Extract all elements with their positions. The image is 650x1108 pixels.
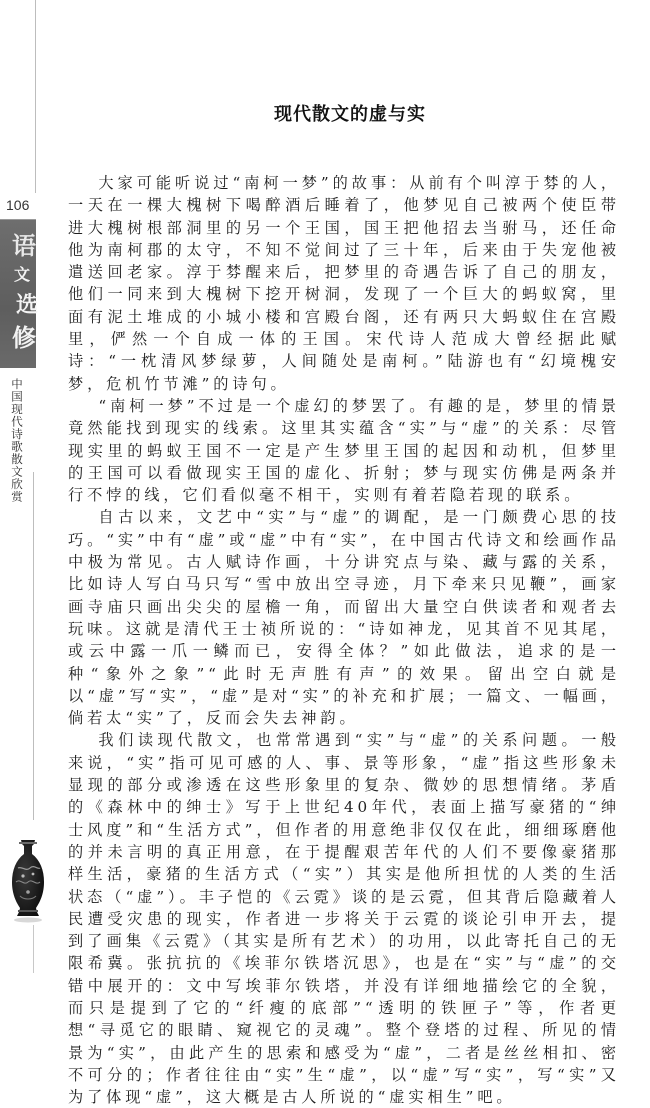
article-title: 现代散文的虚与实 xyxy=(274,104,426,125)
margin-rule-middle xyxy=(33,472,34,820)
series-title-char: 修 xyxy=(12,323,36,352)
page-number: 106 xyxy=(6,197,30,213)
paragraph: 大家可能听说过“南柯一梦”的故事：从前有个叫淳于棼的人，一天在一棵大槐树下喝醉酒后睡着了，他梦见自己被两个使臣带进大槐树根部洞里的另一个王国，国王把他招去当驸马，还任命他为南柯郡的太守，不知不觉间过了三十年，后来由于失宠他被遣送回老家。淳于棼醒来后，把梦里的奇遇告诉了自己的朋友，他们一同来到大槐树下挖开树洞，发现了一个巨大的蚂蚁窝，里面有泥土堆成的小城小楼和宫殿台阁，还有两只大蚂蚁住在宫殿里，俨然一个自成一体的王国。宋代诗人范成大曾经据此赋诗：“一枕清风梦绿萝，人间随处是南柯。”陆游也有“幻境槐安梦，危机竹节滩”的诗句。 xyxy=(68,174,620,393)
article-body xyxy=(68,172,620,1108)
series-title-char: 语 xyxy=(12,231,36,260)
margin-rule-top xyxy=(35,0,36,193)
series-title-char: 选 xyxy=(16,292,39,318)
series-subtitle: 中国现代诗歌散文欣赏 xyxy=(10,378,24,503)
series-title-char: 文 xyxy=(14,265,31,284)
paragraph: 我们读现代散文，也常常遇到“实”与“虚”的关系问题。一般来说，“实”指可见可感的人、事、景等形象，“虚”指这些形象未显现的部分或渗透在这些形象里的复杂、微妙的思想情绪。茅盾的《森林中的绅士》写于上世纪40年代，表面上描写豪猪的“绅士风度”和“生活方式”，但作者的用意绝非仅仅在此，细细琢磨他的并未言明的真正用意，在于提醒艰苦年代的人们不要像豪猪那样生活，豪猪的生活方式（“实”）其实是他所担忧的人类的生活状态（“虚”）。丰子恺的《云霓》谈的是云霓，但其背后隐藏着人民遭受灾患的现实，作者进一步将关于云霓的谈论引申开去，提到了画集《云霓》（其实是所有艺术）的功用，以此寄托自己的无限希冀。张抗抗的《埃菲尔铁塔沉思》，也是在“实”与“虚”的交错中展开的：文中写埃菲尔铁塔，并没有详细地描绘它的全貌，而只是提到了它的“纤瘦的底部”“透明的铁匣子”等，作者更想“寻觅它的眼睛、窥视它的灵魂”。整个登塔的过程、所见的情景为“实”，由此产生的思索和感受为“虚”，二者是丝丝相扣、密不可分的；作者往往由“实”生“虚”，以“虚”写“实”，写“实”又为了体现“虚”，这大概是古人所说的“虚实相生”吧。 xyxy=(68,731,620,1107)
margin-rule-bottom xyxy=(33,925,34,973)
vase-illustration-icon xyxy=(10,838,46,924)
paragraph: 自古以来，文艺中“实”与“虚”的调配，是一门颇费心思的技巧。“实”中有“虚”或“虚”中有“实”，在中国古代诗文和绘画作品中极为常见。古人赋诗作画，十分讲究点与染、藏与露的关系，比如诗人写白马只写“雪中放出空寻迹，月下牵来只见鞭”，画家画寺庙只画出尖尖的屋檐一角，而留出大量空白供读者和观者去玩味。这就是清代王士祯所说的：“诗如神龙，见其首不见其尾，或云中露一爪一鳞而已，安得全体？”如此做法，追求的是一种“象外之象”“此时无声胜有声”的效果。留出空白就是以“虚”写“实”，“虚”是对“实”的补充和扩展；一篇文、一幅画，倘若太“实”了，反而会失去神韵。 xyxy=(68,508,620,728)
paragraph: “南柯一梦”不过是一个虚幻的梦罢了。有趣的是，梦里的情景竟然能找到现实的线索。这里其实蕴含“实”与“虚”的关系：尽管现实里的蚂蚁王国不一定是产生梦里王国的起因和动机，但梦里的王国可以看做现实王国的虚化、折射；梦与现实仿佛是两条并行不悖的线，它们看似毫不相干，实则有着若隐若现的联系。 xyxy=(68,396,620,505)
